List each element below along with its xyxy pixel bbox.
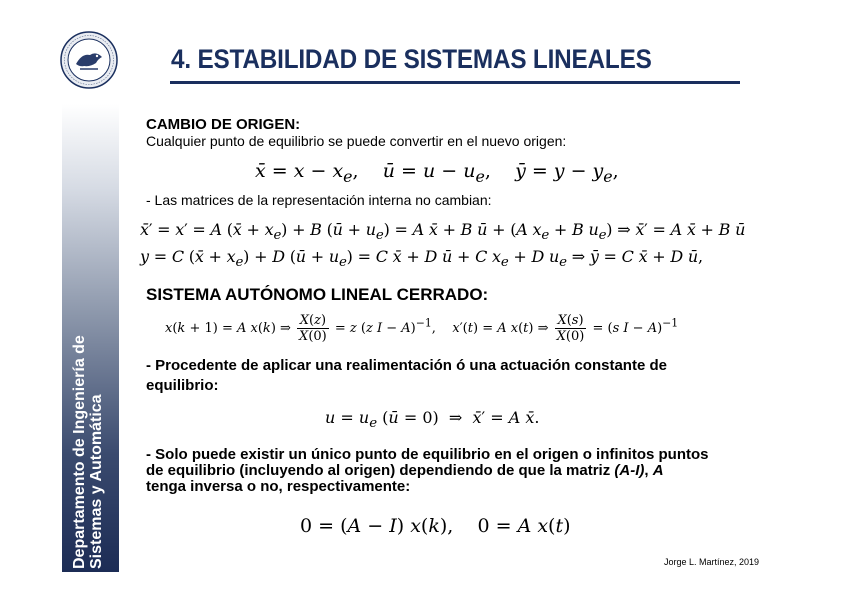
bullet-equilibrium-line1: - Solo puede existir un único punto de equilibrio en el origen o infinitos puntos <box>146 446 709 463</box>
bullet-separator: , <box>644 462 653 479</box>
equation-equilibrium-points: 0 = (A − I) x(k), 0 = A x(t) <box>300 515 571 537</box>
bullet-equilibrium-line2 <box>146 462 664 479</box>
university-seal-icon <box>60 31 118 89</box>
equation-autonomous-system: x(k + 1) = A x(k) ⇒ $\frac{X(z)}{X(0)}$ = z (z I − A)$^{-1}$, x′(t) = A x(t) ⇒ $\frac{X(s)}{X(0)}$ = (s I − A)$^{-1}$ <box>165 313 679 344</box>
section-heading-sistema-autonomo: SISTEMA AUTÓNOMO LINEAL CERRADO: <box>146 285 489 304</box>
sidebar-text-line2: Sistemas y Automática <box>88 394 105 569</box>
section1-note: - Las matrices de la representación interna no cambian: <box>146 192 492 208</box>
title-underline <box>170 81 740 84</box>
sidebar-text-line1: Departamento de Ingeniería de <box>71 335 88 569</box>
page-title: 4. ESTABILIDAD DE SISTEMAS LINEALES <box>171 44 652 74</box>
bullet-equilibrium-line2-text: de equilibrio (incluyendo al origen) dependiendo de que la matriz <box>146 462 615 479</box>
matrix-a-minus-i: (A-I) <box>614 462 645 479</box>
equation-constant-input: $u = u_e$ (ū = 0) ⇒ x̄′ = A x̄. <box>325 408 540 432</box>
equation-state-transform: x̄′ = x′ = A (x̄ + $x_e) + B$ (ū + $u_e) = A$ x̄ + B ū + (A $x_e + B$ $u_e$) ⇒ x̄′ = A x̄ + B ū <box>140 220 746 244</box>
equation-output-transform: y = C (x̄ + $x_e) + D$ (ū + $u_e) = C$ x̄ + D ū + C $x_e + D$ $u_e$ ⇒ ȳ = C x̄ + D ū, <box>140 247 703 271</box>
bullet-feedback-line2: equilibrio: <box>146 377 219 394</box>
bullet-feedback-line1: - Procedente de aplicar una realimentación ó una actuación constante de <box>146 357 667 374</box>
matrix-a: A <box>652 462 664 479</box>
bullet-equilibrium-line3: tenga inversa o no, respectivamente: <box>146 478 411 495</box>
footer-author: Jorge L. Martínez, 2019 <box>664 557 760 567</box>
section1-intro: Cualquier punto de equilibrio se puede convertir en el nuevo origen: <box>146 133 567 149</box>
equation-change-of-origin: x̄ = $x - x_e$, ū = $u - u_e$, ȳ = $y - y_e$, <box>255 160 619 186</box>
sidebar-department-label <box>71 279 105 569</box>
section-heading-cambio-origen: CAMBIO DE ORIGEN: <box>146 116 301 133</box>
